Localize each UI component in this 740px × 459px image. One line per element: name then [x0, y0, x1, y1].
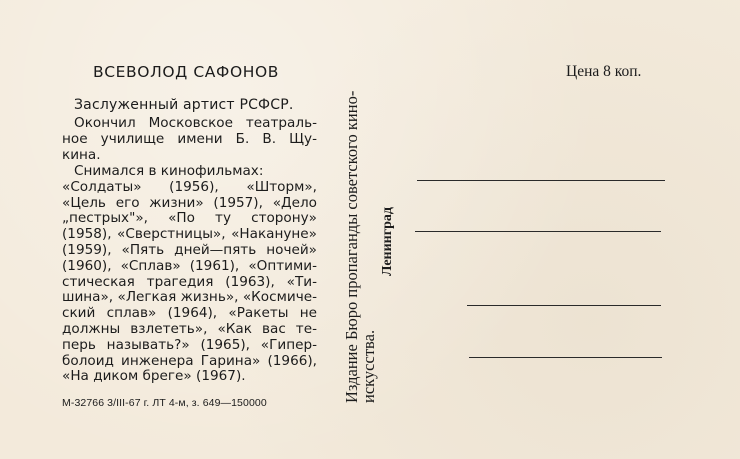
- education-line: кина.: [62, 146, 101, 163]
- filmography-line: Снимался в кинофильмах:: [74, 163, 264, 179]
- filmography-line: болоид инженера Гарина» (1966),: [62, 352, 317, 369]
- filmography-line: стическая трагедия (1963), «Ти-: [62, 273, 317, 290]
- publisher-credit: [343, 91, 377, 403]
- city-label: Ленинград: [380, 207, 395, 276]
- filmography-line: шина», «Легкая жизнь», «Космиче-: [62, 289, 317, 306]
- address-line: [415, 231, 661, 232]
- price-label: Цена 8 коп.: [566, 63, 642, 80]
- education-line: ное училище имени Б. В. Щу-: [62, 130, 317, 147]
- address-line: [469, 357, 662, 358]
- actor-title: Заслуженный артист РСФСР.: [74, 97, 294, 113]
- actor-name: ВСЕВОЛОД САФОНОВ: [93, 63, 280, 81]
- filmography-line: должны взлететь», «Как вас те-: [62, 320, 317, 337]
- education-line: Окончил Московское театраль-: [74, 115, 317, 131]
- filmography-line: (1958), «Сверстницы», «Накануне»: [62, 226, 317, 243]
- filmography-paragraph: [62, 164, 317, 385]
- filmography-line: (1960), «Сплав» (1961), «Оптими-: [62, 257, 317, 274]
- filmography-line: «Солдаты» (1956), «Шторм»,: [62, 178, 317, 195]
- address-line: [417, 180, 665, 181]
- filmography-line: (1959), «Пять дней—пять ночей»: [62, 241, 317, 258]
- filmography-line: «На диком бреге» (1967).: [62, 368, 246, 385]
- education-paragraph: [62, 116, 317, 163]
- filmography-line: ский сплав» (1964), «Ракеты не: [62, 305, 317, 322]
- address-line: [467, 305, 661, 306]
- filmography-line: „пестрых"», «По ту сторону»: [62, 210, 317, 227]
- publisher-line: искусства.: [359, 329, 378, 403]
- printing-imprint: М-32766 3/III-67 г. ЛТ 4-м, з. 649—150000: [62, 397, 267, 409]
- publisher-line: Издание Бюро пропаганды советского кино-: [342, 90, 361, 403]
- filmography-line: «Цель его жизни» (1957), «Дело: [62, 194, 317, 211]
- filmography-line: перь называть?» (1965), «Гипер-: [62, 336, 317, 353]
